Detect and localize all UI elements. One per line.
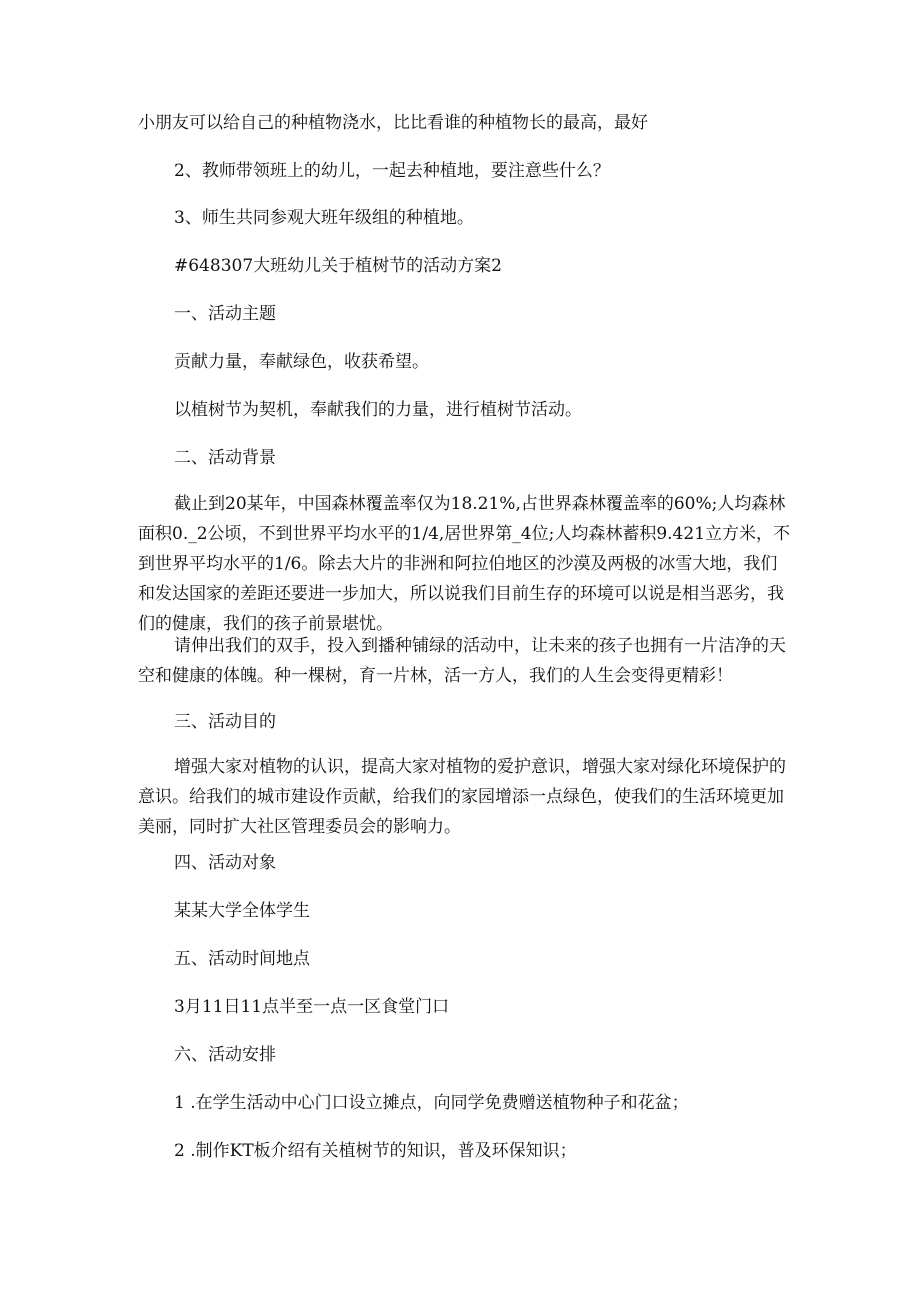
heading-time-place: 五、活动时间地点 <box>174 949 310 969</box>
paragraph-text: 贡献力量，奉献绿色，收获希望。 <box>174 352 429 372</box>
section-title: #648307大班幼儿关于植树节的活动方案2 <box>174 256 502 276</box>
paragraph-text: 以植树节为契机，奉献我们的力量，进行植树节活动。 <box>174 400 582 420</box>
paragraph-text: 增强大家对植物的认识，提高大家对植物的爱护意识，增强大家对绿化环境保护的意识。给我们的城市建设作贡献，给我们的家园增添一点绿色，使我们的生活环境更加美丽，同时扩大社区管理委员会的影响力。 <box>138 757 786 837</box>
heading-purpose: 三、活动目的 <box>174 712 276 732</box>
heading-audience: 四、活动对象 <box>174 853 276 873</box>
paragraph-text: 某某大学全体学生 <box>174 901 310 921</box>
heading-theme: 一、活动主题 <box>174 304 276 324</box>
paragraph-text: 截止到20某年，中国森林覆盖率仅为18.21%,占世界森林覆盖率的60%;人均森林面积0._2公顷，不到世界平均水平的1/4,居世界第_4位;人均森林蓄积9.421立方米，不到世界平均水平的1/6。除去大片的非洲和阿拉伯地区的沙漠及两极的冰雪大地，我们和发达国家的差距还要进一步加大，所以说我们目前生存的环境可以说是相当恶劣，我们的健康，我们的孩子前景堪忧。 <box>138 494 791 634</box>
list-item-3: 3、师生共同参观大班年级组的种植地。 <box>174 208 474 228</box>
heading-background: 二、活动背景 <box>174 448 276 468</box>
list-item-1: 1 .在学生活动中心门口设立摊点，向同学免费赠送植物种子和花盆； <box>174 1093 689 1113</box>
paragraph-text: 请伸出我们的双手，投入到播种铺绿的活动中，让未来的孩子也拥有一片洁净的天空和健康的体魄。种一棵树，育一片林，活一方人，我们的人生会变得更精彩！ <box>138 636 786 686</box>
list-item-2: 2 .制作KT板介绍有关植树节的知识，普及环保知识； <box>174 1141 577 1161</box>
paragraph-text: 3月11日11点半至一点一区食堂门口 <box>174 997 450 1017</box>
list-item-2: 2、教师带领班上的幼儿，一起去种植地，要注意些什么？ <box>174 161 610 181</box>
paragraph-text: 小朋友可以给自己的种植物浇水，比比看谁的种植物长的最高，最好 <box>138 113 648 133</box>
heading-arrangement: 六、活动安排 <box>174 1045 276 1065</box>
